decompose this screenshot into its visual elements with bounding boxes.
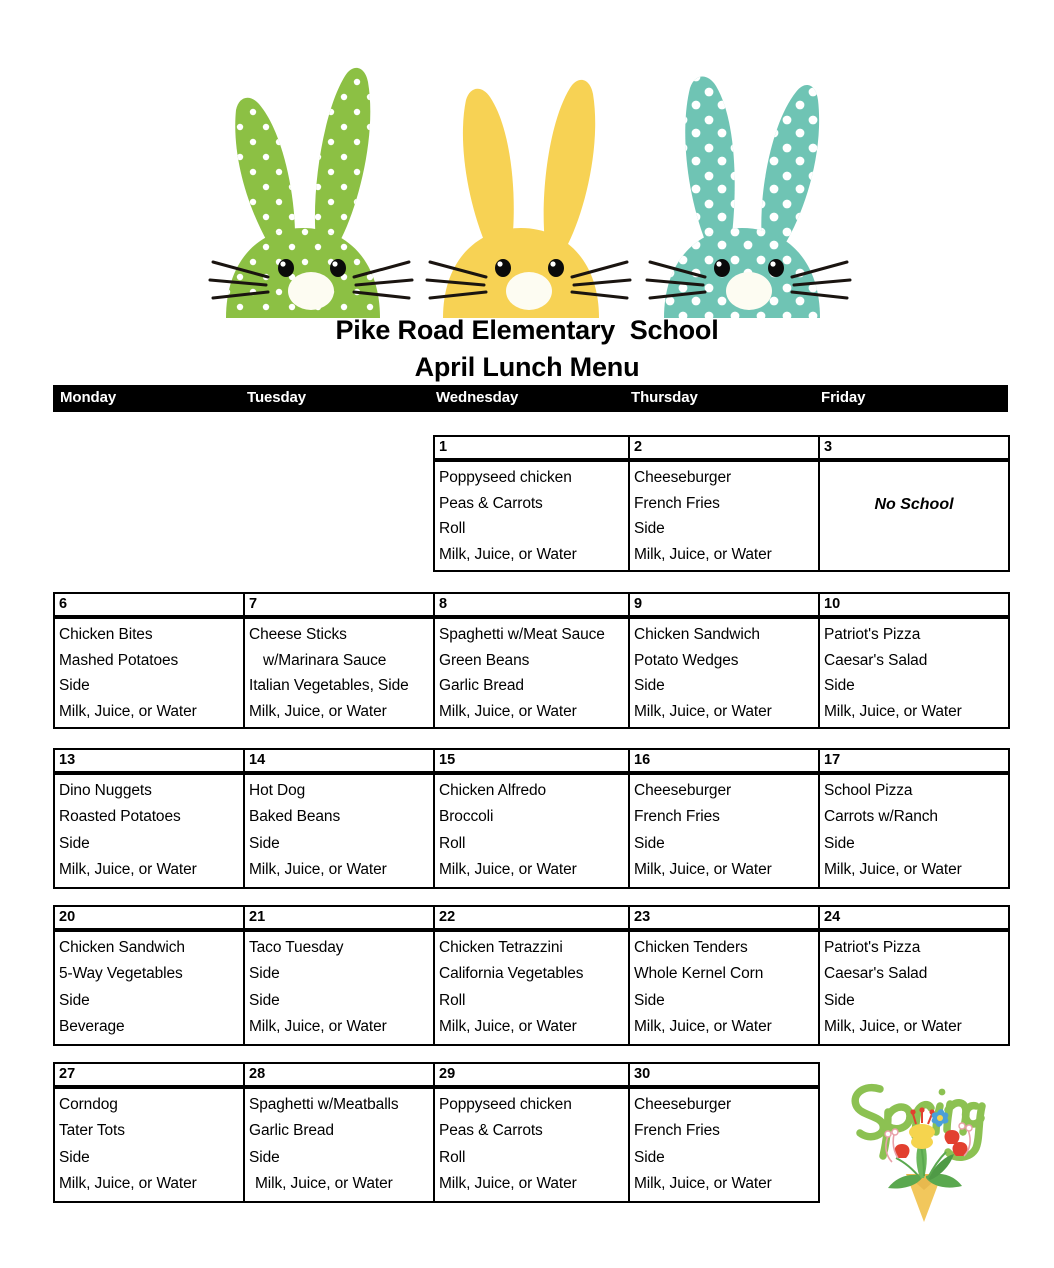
menu-item: Broccoli [439,808,494,826]
column-header-tuesday: Tuesday [247,389,307,406]
menu-item: Side [634,834,665,852]
menu-item: Milk, Juice, or Water [634,702,772,720]
day-number-cell [434,906,629,931]
menu-item: Dino Nuggets [59,782,152,799]
menu-item: French Fries [634,494,720,512]
menu-item: Side [634,677,665,695]
bunny-header-artwork [0,0,1054,318]
day-number-cell [244,749,434,774]
day-number: 23 [630,907,818,930]
bunny-green [210,68,412,318]
menu-item-list [55,932,243,1044]
muzzle [726,272,772,310]
day-number: 7 [245,594,433,617]
menu-item: Baked Beans [249,808,341,826]
menu-item: Roll [439,520,466,538]
day-menu-cell [244,931,434,1045]
day-menu-cell [434,931,629,1045]
menu-item: Italian Vegetables, Side [249,677,409,695]
muzzle [506,272,552,310]
date-row [54,906,1009,931]
menu-item: Milk, Juice, or Water [634,1018,772,1036]
day-number: 28 [245,1064,433,1087]
day-number: 2 [630,437,818,460]
menu-item: French Fries [634,808,720,826]
day-menu-cell [629,1088,819,1202]
menu-item-list [55,619,243,727]
day-number: 9 [630,594,818,617]
day-number-cell [54,749,244,774]
week-table [53,905,1010,1046]
day-number: 20 [55,907,243,930]
menu-item-list [435,932,628,1044]
menu-item: Beverage [59,1018,125,1036]
day-number-cell [819,906,1009,931]
day-menu-cell [819,931,1009,1045]
day-number: 27 [55,1064,243,1087]
week-table [53,592,1010,729]
menu-item: Cheese Sticks [249,626,347,643]
menu-item-list [245,775,433,887]
day-number-cell [434,593,629,618]
menu-item: w/Marinara Sauce [263,651,387,669]
menu-item: Milk, Juice, or Water [439,1018,577,1036]
menu-item-list [820,775,1008,887]
menu-item: Milk, Juice, or Water [255,1175,393,1193]
day-menu-cell [54,774,244,888]
day-number-cell [819,749,1009,774]
date-row [434,436,1009,461]
day-number: 1 [435,437,628,460]
menu-item: Milk, Juice, or Water [59,1175,197,1193]
menu-item-list [630,462,818,570]
eye-left [714,259,730,277]
menu-item: Side [249,991,280,1009]
menu-item-list [245,1089,433,1201]
day-number: 8 [435,594,628,617]
day-number: 30 [630,1064,818,1087]
menu-item: Peas & Carrots [439,494,543,512]
menu-item: Milk, Juice, or Water [439,702,577,720]
menu-item: Side [249,965,280,983]
page-title [0,312,1054,386]
menu-row [54,618,1009,728]
menu-item: Milk, Juice, or Water [59,702,197,720]
menu-item: Side [59,677,90,695]
day-menu-cell [434,461,629,571]
week-table [53,1062,820,1203]
menu-item: Chicken Sandwich [59,939,185,956]
day-number: 3 [820,437,1008,460]
menu-item: Milk, Juice, or Water [824,1018,962,1036]
day-number: 6 [55,594,243,617]
day-menu-cell [434,1088,629,1202]
menu-item: Chicken Bites [59,626,153,643]
menu-item: Milk, Juice, or Water [439,1175,577,1193]
eye-left [495,259,511,277]
menu-row [54,1088,819,1202]
menu-item: Milk, Juice, or Water [634,861,772,879]
menu-item: Chicken Tetrazzini [439,939,563,956]
menu-item-list [630,619,818,727]
menu-item-list [435,619,628,727]
menu-item: Hot Dog [249,782,306,799]
menu-item: Roll [439,991,466,1009]
column-header-friday: Friday [821,389,866,406]
menu-row [54,774,1009,888]
menu-item: Green Beans [439,651,530,669]
day-number-cell [54,593,244,618]
menu-item: Side [824,834,855,852]
menu-item: Side [59,834,90,852]
menu-row [54,931,1009,1045]
menu-item: California Vegetables [439,965,584,983]
menu-item: Roll [439,834,466,852]
day-number-cell [54,906,244,931]
day-number: 29 [435,1064,628,1087]
date-row [54,749,1009,774]
day-menu-cell [244,1088,434,1202]
menu-item: School Pizza [824,782,913,799]
day-menu-cell [434,774,629,888]
week-table [53,748,1010,889]
day-menu-cell [244,618,434,728]
day-number-cell [629,593,819,618]
menu-item: Spaghetti w/Meatballs [249,1096,399,1113]
menu-item: Spaghetti w/Meat Sauce [439,626,605,643]
menu-row [434,461,1009,571]
menu-item: Milk, Juice, or Water [439,861,577,879]
flower-bouquet [885,1107,972,1222]
day-menu-cell [244,774,434,888]
menu-item: Milk, Juice, or Water [59,861,197,879]
day-number-cell [629,1063,819,1088]
menu-item-list [55,775,243,887]
menu-item: Cheeseburger [634,469,732,486]
day-number: 16 [630,750,818,773]
menu-item: Patriot's Pizza [824,626,921,643]
menu-item: Poppyseed chicken [439,469,572,486]
menu-item: Roll [439,1148,466,1166]
day-menu-cell [629,461,819,571]
day-number: 13 [55,750,243,773]
menu-item: Side [634,1148,665,1166]
column-header-wednesday: Wednesday [436,389,519,406]
day-menu-cell [629,618,819,728]
day-number-cell [434,749,629,774]
menu-item-list [630,932,818,1044]
day-menu-cell [819,618,1009,728]
day-number-cell [54,1063,244,1088]
day-number: 15 [435,750,628,773]
eye-right [330,259,346,277]
column-header-monday: Monday [60,389,117,406]
menu-item: Side [824,677,855,695]
menu-item: Milk, Juice, or Water [824,861,962,879]
menu-item: 5-Way Vegetables [59,965,183,983]
day-number-cell [629,749,819,774]
menu-subtitle: April Lunch Menu [414,352,640,382]
menu-item: Side [59,1148,90,1166]
day-number-cell [434,436,629,461]
no-school-label: No School [874,496,954,513]
menu-item: Whole Kernel Corn [634,965,764,983]
menu-item-list [245,932,433,1044]
menu-item: Side [59,991,90,1009]
menu-item: Tater Tots [59,1122,125,1140]
day-number-cell [434,1063,629,1088]
day-menu-cell [54,931,244,1045]
menu-item: Side [634,520,665,538]
menu-item: Milk, Juice, or Water [634,545,772,563]
menu-item-list [435,775,628,887]
bunny-yellow [427,80,630,318]
menu-item: Milk, Juice, or Water [824,702,962,720]
eye-left [278,259,294,277]
menu-item: Carrots w/Ranch [824,808,938,826]
menu-item-list [435,462,628,570]
menu-item: Potato Wedges [634,651,739,669]
menu-item: Garlic Bread [249,1122,334,1140]
menu-item-list [245,619,433,727]
menu-item: Milk, Juice, or Water [634,1175,772,1193]
menu-item: Cheeseburger [634,1096,732,1113]
menu-item: Side [824,991,855,1009]
menu-item: Side [249,1148,280,1166]
menu-item-list [820,932,1008,1044]
muzzle [288,272,334,310]
menu-item-list [435,1089,628,1201]
day-number: 14 [245,750,433,773]
day-number: 24 [820,907,1008,930]
day-number-cell [629,906,819,931]
day-menu-cell [434,618,629,728]
menu-item: Corndog [59,1096,118,1113]
day-number: 22 [435,907,628,930]
menu-item: Patriot's Pizza [824,939,921,956]
day-number: 21 [245,907,433,930]
menu-item: Caesar's Salad [824,651,928,669]
menu-item: Poppyseed chicken [439,1096,572,1113]
weekday-header-bar [53,385,1008,412]
day-menu-cell [819,461,1009,571]
menu-item: Chicken Alfredo [439,782,547,799]
day-number: 17 [820,750,1008,773]
menu-item: Roasted Potatoes [59,808,181,826]
menu-item: French Fries [634,1122,720,1140]
menu-item: Side [249,834,280,852]
menu-item-list [55,1089,243,1201]
menu-item: Garlic Bread [439,677,524,695]
menu-item: Milk, Juice, or Water [249,702,387,720]
day-number-cell [244,593,434,618]
menu-item: Milk, Juice, or Water [249,861,387,879]
menu-item: Peas & Carrots [439,1122,543,1140]
menu-item: Milk, Juice, or Water [439,545,577,563]
menu-item: Mashed Potatoes [59,651,179,669]
day-number-cell [629,436,819,461]
spring-logo-artwork [836,1052,1012,1228]
column-header-thursday: Thursday [631,389,698,406]
day-number-cell [819,436,1009,461]
day-number-cell [244,906,434,931]
menu-item: Chicken Tenders [634,939,748,956]
day-menu-cell [819,774,1009,888]
eye-right [548,259,564,277]
date-row [54,1063,819,1088]
week-table [433,435,1010,572]
eye-right [768,259,784,277]
day-menu-cell [629,774,819,888]
menu-item-list [630,775,818,887]
menu-item: Chicken Sandwich [634,626,760,643]
day-menu-cell [629,931,819,1045]
day-number-cell [819,593,1009,618]
day-menu-cell [54,618,244,728]
menu-item: Side [634,991,665,1009]
bunny-teal [647,76,850,318]
menu-item-list [630,1089,818,1201]
day-number: 10 [820,594,1008,617]
date-row [54,593,1009,618]
day-number-cell [244,1063,434,1088]
menu-item: Milk, Juice, or Water [249,1018,387,1036]
menu-item: Caesar's Salad [824,965,928,983]
menu-item-list [820,619,1008,727]
menu-item: Taco Tuesday [249,939,344,956]
school-name: Pike Road Elementary School [335,315,719,345]
menu-item: Cheeseburger [634,782,732,799]
day-menu-cell [54,1088,244,1202]
